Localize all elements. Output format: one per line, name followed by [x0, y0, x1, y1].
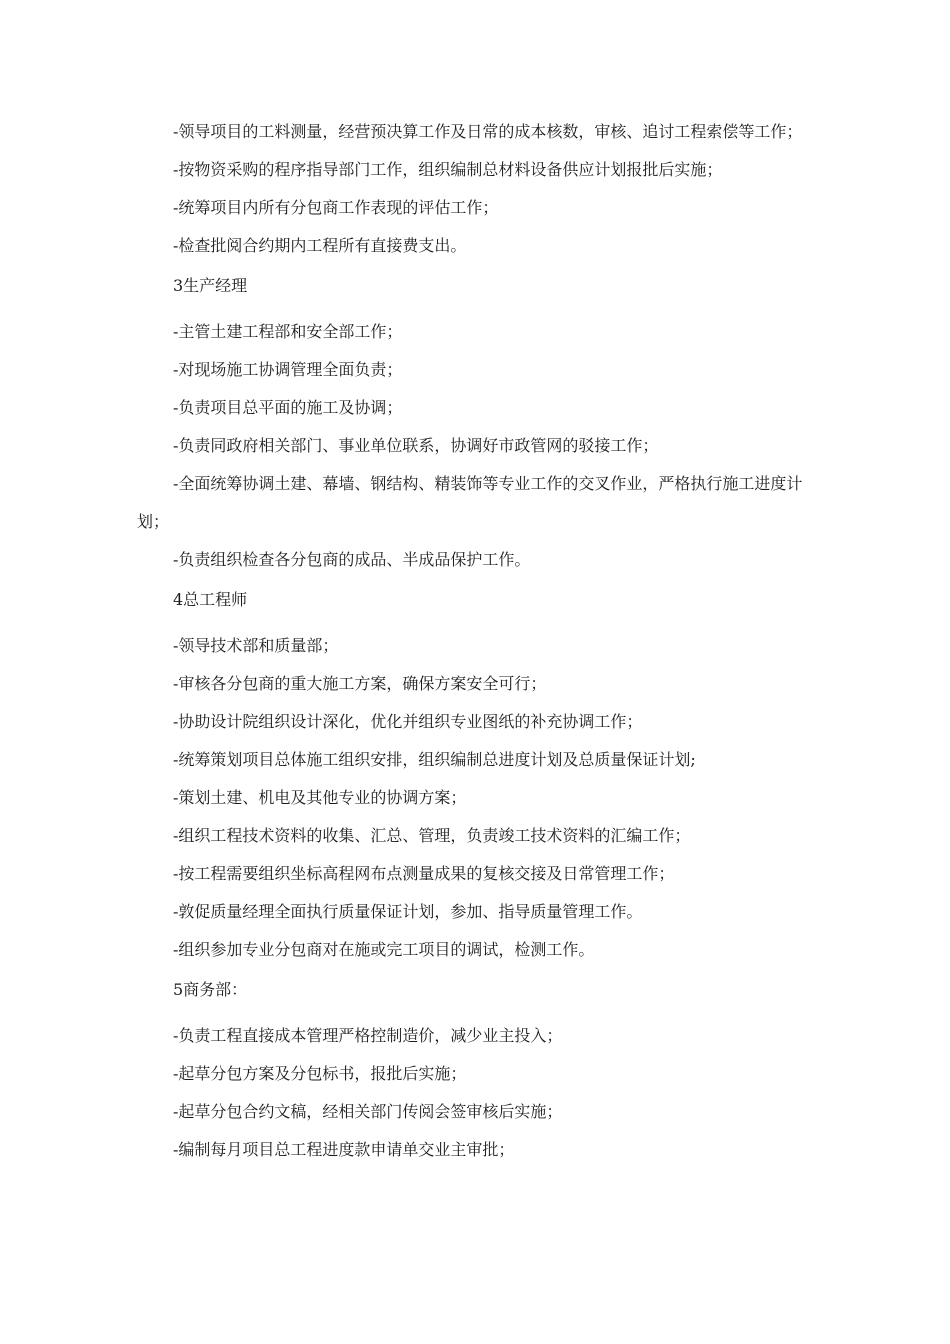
document-body	[137, 113, 819, 1169]
section-heading-commercial: 5商务部：	[173, 980, 248, 999]
paragraph-duty-schedule: -统筹策划项目总体施工组织安排，组织编制总进度计划及总质量保证计划;	[173, 750, 696, 769]
paragraph-duty-procurement: -按物资采购的程序指导部门工作，组织编制总材料设备供应计划报批后实施；	[173, 160, 723, 179]
paragraph-duty-government: -负责同政府相关部门、事业单位联系，协调好市政管网的驳接工作；	[173, 436, 659, 455]
paragraph-duty-cost: -领导项目的工料测量，经营预决算工作及日常的成本核数，审核、追讨工程索偿等工作；	[173, 122, 803, 141]
paragraph-duty-tender: -起草分包方案及分包标书，报批后实施；	[173, 1064, 467, 1083]
paragraph-duty-plan-review: -审核各分包商的重大施工方案，确保方案安全可行；	[173, 674, 547, 693]
paragraph-duty-site: -对现场施工协调管理全面负责；	[173, 360, 403, 379]
paragraph-duty-design: -协助设计院组织设计深化，优化并组织专业图纸的补充协调工作；	[173, 712, 643, 731]
paragraph-duty-quality: -敦促质量经理全面执行质量保证计划，参加、指导质量管理工作。	[173, 902, 643, 921]
paragraph-duty-payment: -编制每月项目总工程进度款申请单交业主审批；	[173, 1140, 515, 1159]
paragraph-duty-tech-quality: -领导技术部和质量部；	[173, 636, 339, 655]
paragraph-duty-direct-cost: -负责工程直接成本管理严格控制造价，减少业主投入；	[173, 1026, 563, 1045]
paragraph-duty-mep: -策划土建、机电及其他专业的协调方案；	[173, 788, 467, 807]
paragraph-duty-layout: -负责项目总平面的施工及协调；	[173, 398, 403, 417]
paragraph-duty-documents: -组织工程技术资料的收集、汇总、管理，负责竣工技术资料的汇编工作；	[173, 826, 691, 845]
paragraph-duty-testing: -组织参加专业分包商对在施或完工项目的调试，检测工作。	[173, 940, 595, 959]
paragraph-duty-protection: -负责组织检查各分包商的成品、半成品保护工作。	[173, 550, 531, 569]
paragraph-duty-contract: -起草分包合约文稿，经相关部门传阅会签审核后实施；	[173, 1102, 563, 1121]
paragraph-duty-evaluation: -统筹项目内所有分包商工作表现的评估工作；	[173, 198, 499, 217]
paragraph-duty-civil: -主管土建工程部和安全部工作；	[173, 322, 403, 341]
paragraph-duty-coordination: -全面统筹协调土建、幕墙、钢结构、精装饰等专业工作的交叉作业，严格执行施工进度计划；	[137, 474, 803, 531]
paragraph-duty-survey: -按工程需要组织坐标高程网布点测量成果的复核交接及日常管理工作；	[173, 864, 675, 883]
paragraph-duty-expense: -检查批阅合约期内工程所有直接费支出。	[173, 236, 467, 255]
section-heading-production-manager: 3生产经理	[173, 276, 248, 295]
section-heading-chief-engineer: 4总工程师	[173, 590, 248, 609]
